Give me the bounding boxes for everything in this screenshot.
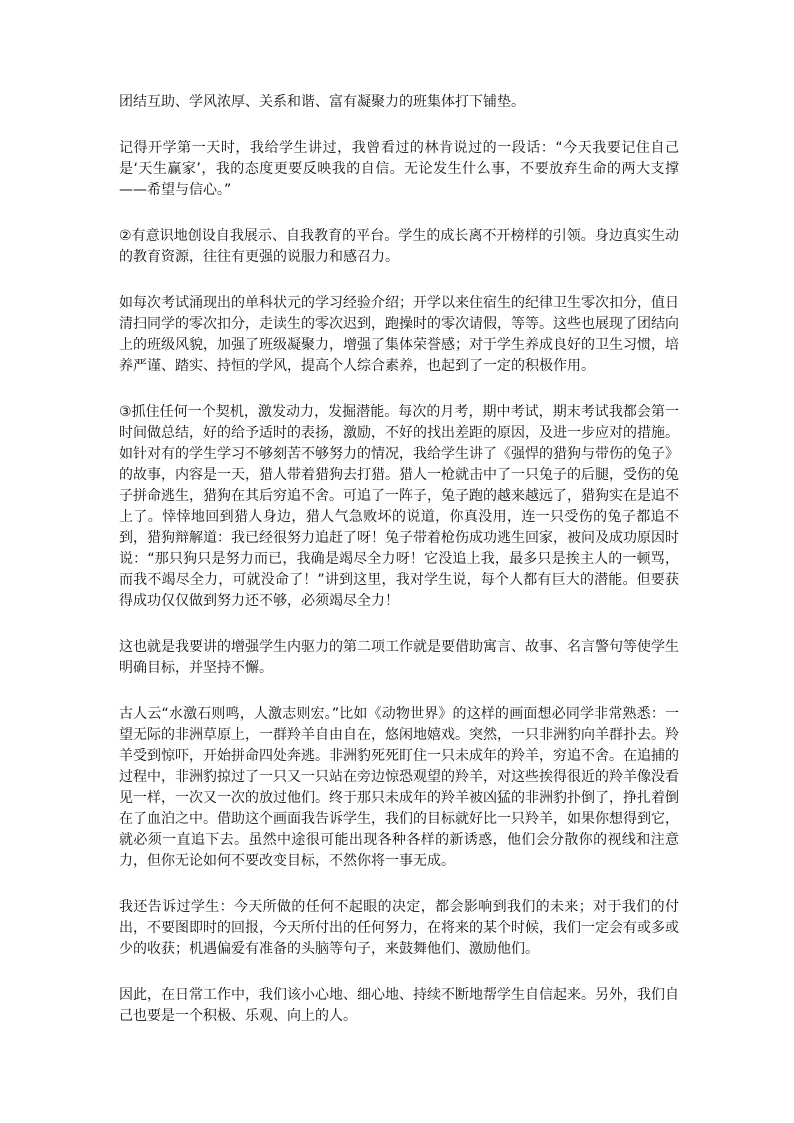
paragraph-lincoln-quote: 记得开学第一天时，我给学生讲过，我曾看过的林肯说过的一段话：“今天我要记住自己是‘天生赢家’，我的态度更要反映我的自信。无论发生什么事，不要放弃生命的两大支撑——希望与信心。” [119,140,679,198]
paragraph-exam-examples: 如每次考试涌现出的单科状元的学习经验介绍；开学以来住宿生的纪律卫生零次扣分，值日清扫同学的零次扣分，走读生的零次迟到，跑操时的零次请假，等等。这些也展现了团结向上的班级风貌，加强了班级凝聚力，增强了集体荣誉感；对于学生养成良好的卫生习惯，培养严谨、踏实、持恒的学风，提高个人综合素养，也起到了一定的积极作用。 [119,295,679,374]
paragraph-hound-and-rabbit: ③抓住任何一个契机，激发动力，发掘潜能。每次的月考，期中考试，期末考试我都会第一时间做总结，好的给予适时的表扬，激励，不好的找出差距的原因，及进一步应对的措施。如针对有的学生学习不够刻苦不够努力的情况，我给学生讲了《强悍的猎狗与带伤的兔子》的故事，内容是一天，猎人带着猎狗去打猎。猎人一枪就击中了一只兔子的后腿，受伤的兔子拼命逃生，猎狗在其后穷追不舍。可追了一阵子，兔子跑的越来越远了，猎狗实在是追不上了。悻悻地回到猎人身边，猎人气急败坏的说道，你真没用，连一只受伤的兔子都追不到，猎狗辩解道：我已经很努力追赶了呀！兔子带着枪伤成功逃生回家，被问及成功原因时说：“那只狗只是努力而已，我确是竭尽全力呀！它没追上我，最多只是挨主人的一顿骂，而我不竭尽全力，可就没命了！”讲到这里，我对学生说，每个人都有巨大的潜能。但要获得成功仅仅做到努力还不够，必须竭尽全力！ [119,404,679,609]
paragraph-cheetah-antelope: 古人云“水激石则鸣，人激志则宏。”比如《动物世界》的这样的画面想必同学非常熟悉：一望无际的非洲草原上，一群羚羊自由自在，悠闲地嬉戏。突然，一只非洲豹向羊群扑去。羚羊受到惊吓，开始拼命四处奔逃。非洲豹死死盯住一只未成年的羚羊，穷追不舍。在追捕的过程中，非洲豹掠过了一只又一只站在旁边惊恐观望的羚羊，对这些挨得很近的羚羊像没看见一样，一次又一次的放过他们。终于那只未成年的羚羊被凶猛的非洲豹扑倒了，挣扎着倒在了血泊之中。借助这个画面我告诉学生，我们的目标就好比一只羚羊，如果你想得到它，就必须一直追下去。虽然中途很可能出现各种各样的新诱惑，他们会分散你的视线和注意力，但你无论如何不要改变目标，不然你将一事无成。 [119,706,679,869]
paragraph-told-students: 我还告诉过学生：今天所做的任何不起眼的决定，都会影响到我们的未来；对于我们的付出，不要图即时的回报，今天所付出的任何努力，在将来的某个时候，我们一定会有或多或少的收获；机遇偏爱有准备的头脑等句子，来鼓舞他们、激励他们。 [119,899,679,957]
paragraph-class-foundation: 团结互助、学风浓厚、关系和谐、富有凝聚力的班集体打下铺垫。 [119,94,525,110]
paragraph-conclusion: 因此，在日常工作中，我们该小心地、细心地、持续不断地帮学生自信起来。另外，我们自己也要是一个积极、乐观、向上的人。 [119,987,679,1024]
document-page [119,92,679,1052]
paragraph-self-display-platform: ②有意识地创设自我展示、自我教育的平台。学生的成长离不开榜样的引领。身边真实生动的教育资源，往往有更强的说服力和感召力。 [119,228,679,265]
paragraph-second-task: 这也就是我要讲的增强学生内驱力的第二项工作就是要借助寓言、故事、名言警句等使学生明确目标，并坚持不懈。 [119,639,679,676]
